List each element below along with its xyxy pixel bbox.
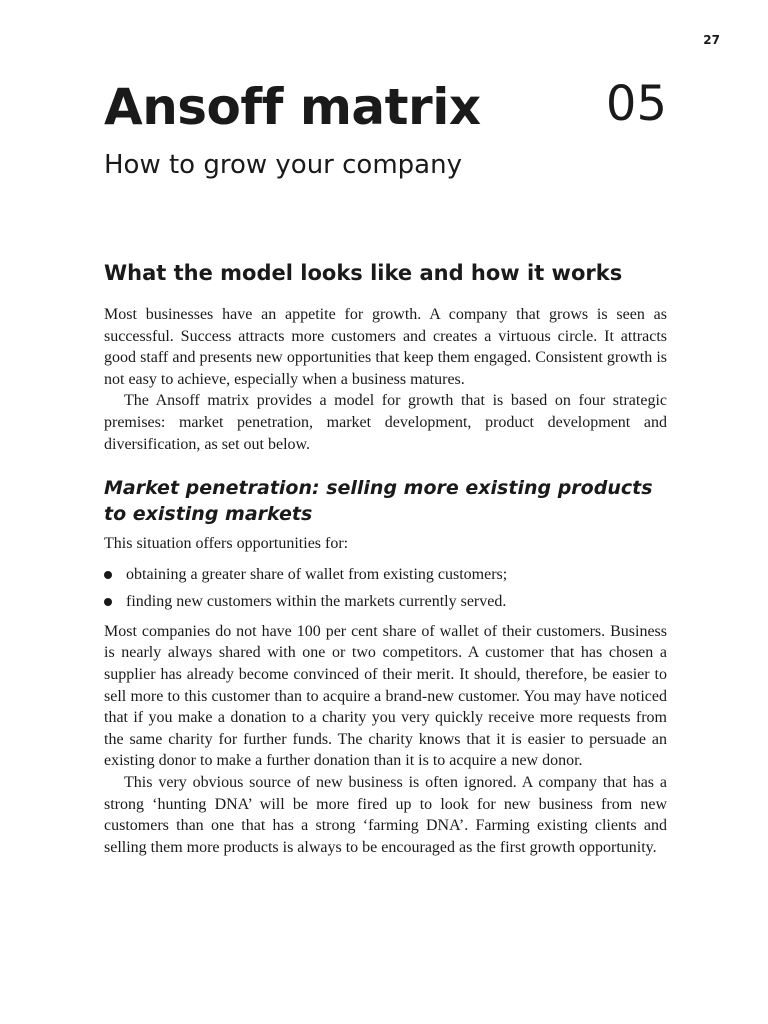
bullet-list [104,561,667,615]
subsection-heading-line: Market penetration: selling more existing products [104,477,653,500]
chapter-subtitle: How to grow your company [104,150,462,180]
list-item [104,588,667,615]
body-paragraph: Most companies do not have 100 per cent share of wallet of their customers. Business is nearly always shared with one or two competitors. A customer that has chosen a supplier has already become convinced of their merit. It should, therefore, be easier to sell more to this customer than to acquire a brand-new customer. You may have noticed that if you make a donation to a charity you very quickly receive more requests from the same charity for further funds. The charity knows that it is easier to persuade an existing donor to make a further donation than it is to acquire a new donor. [104,622,667,770]
body-paragraph: The Ansoff matrix provides a model for growth that is based on four strategic premises: market penetration, market development, product development and diversification, as set out below. [104,392,667,453]
list-item-text: finding new customers within the markets currently served. [126,592,507,610]
page-number: 27 [703,33,720,47]
subsection-heading-line: to existing markets [104,503,313,526]
section-heading: What the model looks like and how it works [104,261,623,285]
list-item-text: obtaining a greater share of wallet from existing customers; [126,565,508,583]
body-paragraph: Most businesses have an appetite for growth. A company that grows is seen as successful. Success attracts more customers and creates a virtuous circle. It attracts good staff and presents new opportunities that keep them engaged. Consistent growth is not easy to achieve, especially when a business matures. [104,306,667,388]
section-market-penetration [104,475,667,858]
page-content [104,256,667,858]
chapter-title: Ansoff matrix [104,78,481,136]
bullet-icon [104,598,112,606]
chapter-number: 05 [605,76,667,132]
bullet-icon [104,571,112,579]
chapter-header [104,72,667,182]
list-item [104,561,667,588]
subsection-heading [104,475,667,527]
section-model-overview [104,256,667,455]
body-paragraph: This very obvious source of new business is often ignored. A company that has a strong ‘hunting DNA’ will be more fired up to look for new business from new customers than one that has a strong ‘farming DNA’. Farming existing clients and selling them more products is always to be encouraged as the first growth opportunity. [104,773,667,856]
body-paragraph: This situation offers opportunities for: [104,535,349,553]
